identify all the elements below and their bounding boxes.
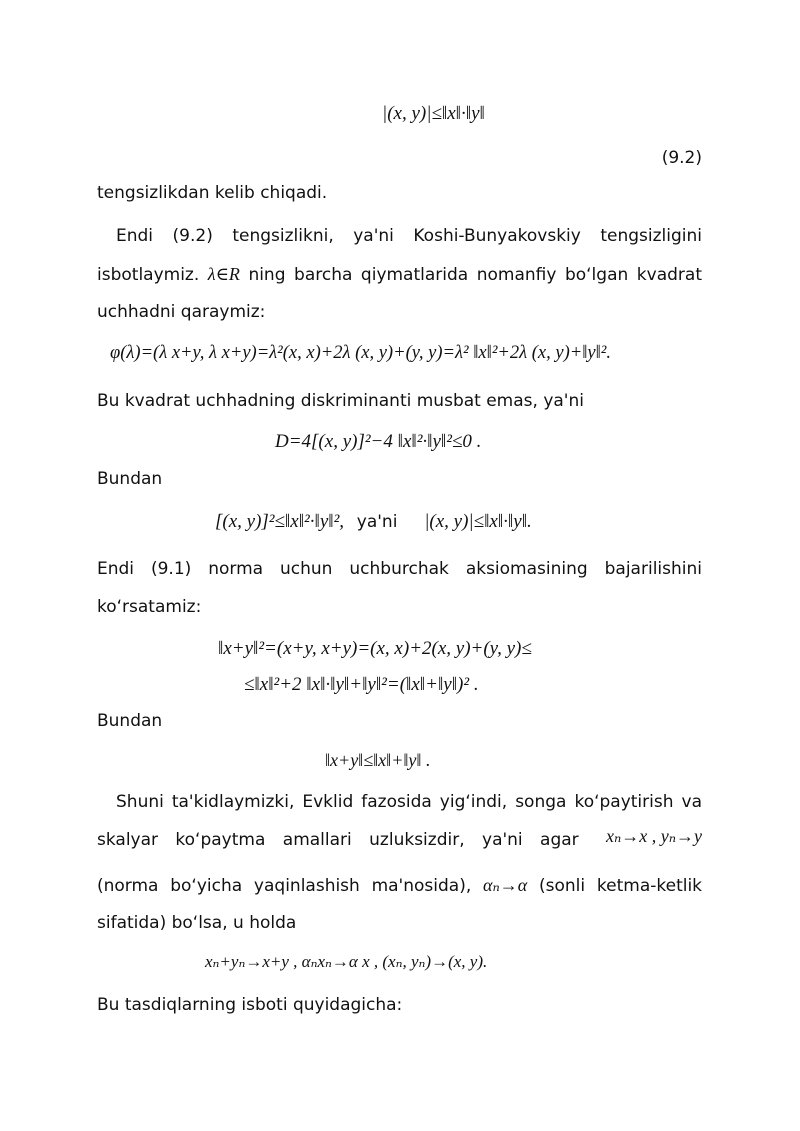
inline-math: αₙ→α [483,875,528,895]
paragraph-line: ko‘rsatamiz: [97,597,202,617]
formula-triangle-inequality: ‖x+y‖≤‖x‖+‖y‖ . [325,750,431,770]
equation-label: (9.2) [661,148,702,168]
paragraph-line: Bu kvadrat uchhadning diskriminanti musbat emas, ya'ni [97,391,584,411]
paragraph-line [97,828,702,852]
paragraph-line: uchhadni qaraymiz: [97,302,266,322]
inline-math: xₙ→x , yₙ→y [605,826,702,846]
formula-abs-inequality: |(x, y)|≤‖x‖·‖y‖. [424,511,532,532]
paragraph-line [97,262,702,287]
paragraph-line: sifatida) bo‘lsa, u holda [97,913,297,933]
text-span: (norma bo‘yicha yaqinlashish ma'nosida), [97,876,472,896]
text-span: ning barcha qiymatlarida nomanfiy bo‘lgan kvadrat [248,265,702,285]
formula-discriminant: D=4[(x, y)]²−4 ‖x‖²·‖y‖²≤0 . [275,431,482,452]
formula-row [215,510,532,534]
paragraph-line: Endi (9.1) norma uchun uchburchak aksiomasining bajarilishini [97,559,702,579]
formula-squared-inequality: [(x, y)]²≤‖x‖²·‖y‖², [215,511,345,532]
formula-cauchy-schwarz: |(x, y)|≤‖x‖·‖y‖ [382,103,485,124]
paragraph-line: Shuni ta'kidlaymizki, Evklid fazosida yig‘indi, songa ko‘paytirish va [116,792,702,812]
text-span: (sonli ketma-ketlik [539,876,703,896]
paragraph-line: Bundan [97,711,163,731]
formula-triangle-step-1: ‖x+y‖²=(x+y, x+y)=(x, x)+2(x, y)+(y, y)≤ [218,638,532,659]
formula-quadratic-phi: φ(λ)=(λ x+y, λ x+y)=λ²(x, x)+2λ (x, y)+(y, y)=λ² ‖x‖²+2λ (x, y)+‖y‖². [110,343,611,363]
paragraph-line: Bu tasdiqlarning isboti quyidagicha: [97,995,403,1015]
paragraph-line: Endi (9.2) tengsizlikni, ya'ni Koshi-Bunyakovskiy tengsizligini [116,226,702,246]
inline-math: λ∈R [207,264,240,284]
paragraph-line: tengsizlikdan kelib chiqadi. [97,183,328,203]
paragraph-line [97,873,702,898]
paragraph-line: Bundan [97,469,163,489]
text-span: isbotlaymiz. [97,265,200,285]
formula-continuity: xₙ+yₙ→x+y , αₙxₙ→α x , (xₙ, yₙ)→(x, y). [205,952,488,971]
text-span: ya'ni [356,512,398,532]
formula-triangle-step-2: ≤‖x‖²+2 ‖x‖·‖y‖+‖y‖²=(‖x‖+‖y‖)² . [244,674,479,695]
text-span: skalyar ko‘paytma amallari uzluksizdir, ya'ni agar [97,830,579,850]
